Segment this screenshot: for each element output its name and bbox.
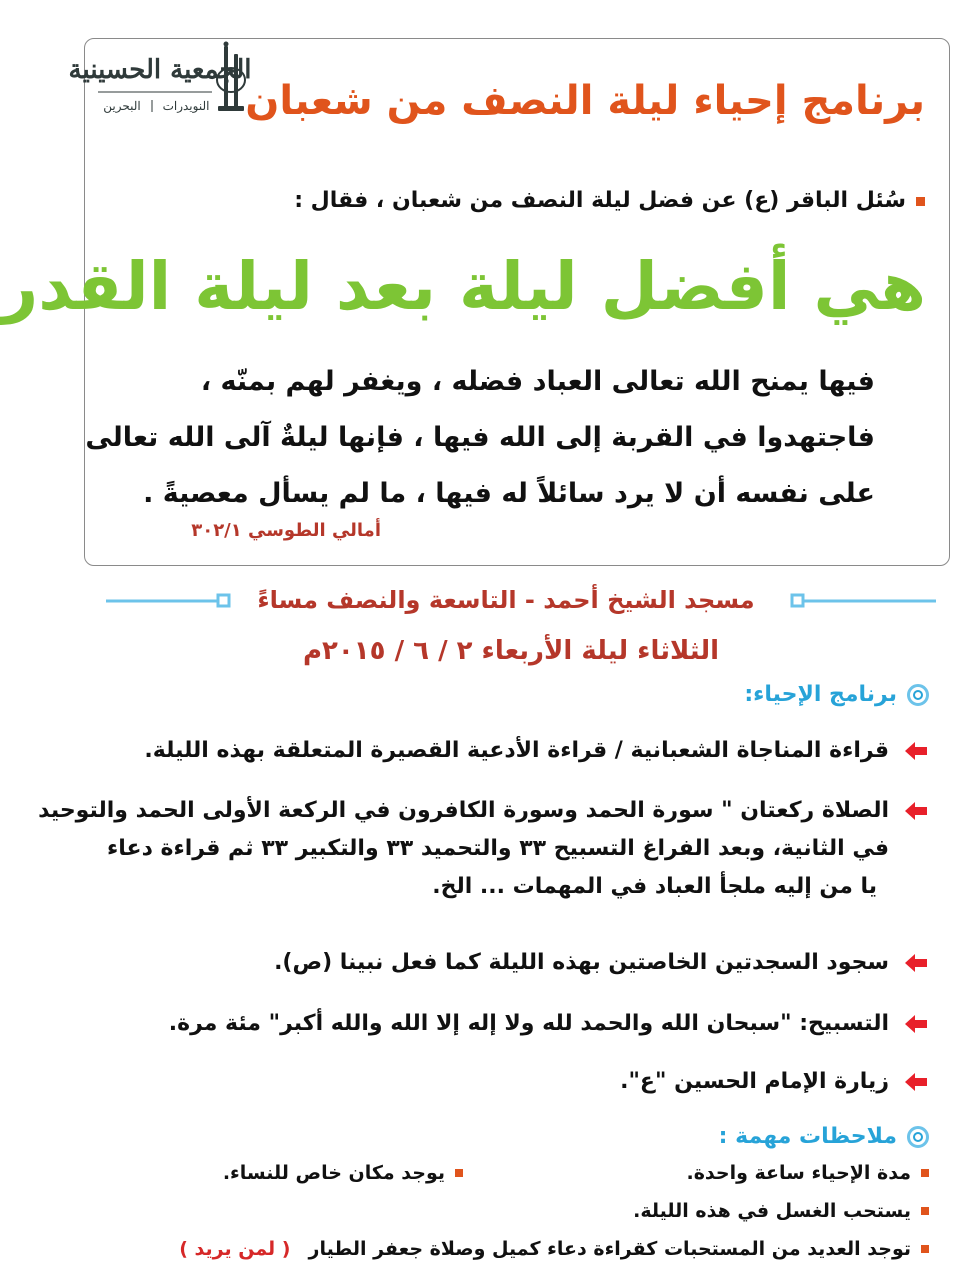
highlight-text: هي أفضل ليلة بعد ليلة القدر [0,248,926,325]
program-item-line: التسبيح: "سبحان الله والحمد لله ولا إله إلا الله والله أكبر" مئة مرة. [168,1011,889,1036]
program-item [109,1005,929,1043]
note-suffix: ( لمن يريد ) [179,1238,291,1260]
arrow-left-icon [903,798,929,824]
arrow-left-icon [903,950,929,976]
hadith-paragraph [85,354,875,522]
arrow-left-icon [903,1069,929,1095]
source-citation: أمالي الطوسي ٣٠٢/١ [191,520,381,541]
program-item [38,792,929,906]
logo-location-right: البحرين [103,99,141,113]
program-item-line: زيارة الإمام الحسين "ع". [620,1069,889,1094]
program-item-line: في الثانية، وبعد الفراغ التسبيح ٣٣ والتحميد ٣٣ والتكبير ٣٣ ثم قراءة دعاء [107,836,889,861]
arrow-left-icon [903,1011,929,1037]
program-heading-text: برنامج الإحياء: [744,682,897,707]
arrow-left-icon [903,738,929,764]
bullet-square-icon [916,197,925,206]
program-item-line: يا من إليه ملجأ العباد في المهمات ... الخ. [432,874,877,899]
program-item-line: قراءة المناجاة الشعبانية / قراءة الأدعية القصيرة المتعلقة بهذه الليلة. [144,738,889,763]
intro-line [105,188,925,213]
note-text: توجد العديد من المستحبات كقراءة دعاء كميل وصلاة جعفر الطيار [308,1238,911,1260]
program-item-line: سجود السجدتين الخاصتين بهذه الليلة كما فعل نبينا (ص). [274,950,889,975]
bullet-square-icon [921,1245,929,1253]
paragraph-line: على نفسه أن لا يرد سائلاً له فيها ، ما لم يسأل معصيةً . [143,478,875,509]
program-item [109,1063,929,1101]
bullet-square-icon [921,1207,929,1215]
bullet-square-icon [921,1169,929,1177]
logo-name: الجمعية الحسينية [68,55,252,85]
program-item [109,732,929,770]
notes-heading [719,1124,929,1149]
paragraph-line: فيها يمنح الله تعالى العباد فضله ، ويغفر لهم بمنّه ، [200,366,875,397]
page-title: برنامج إحياء ليلة النصف من شعبان [245,78,925,124]
bullet-square-icon [455,1169,463,1177]
logo [68,40,258,120]
event-place-time: مسجد الشيخ أحمد - التاسعة والنصف مساءً [257,586,755,614]
paragraph-line: فاجتهدوا في القربة إلى الله فيها ، فإنها ليلةٌ آلى الله تعالى [85,422,875,453]
logo-location-left: النويدرات [162,99,210,113]
note-text: مدة الإحياء ساعة واحدة. [686,1162,911,1184]
intro-text: سُئل الباقر (ع) عن فضل ليلة النصف من شعبان ، فقال : [294,188,906,213]
program-item-line: الصلاة ركعتان " سورة الحمد وسورة الكافرون في الركعة الأولى الحمد والتوحيد [38,798,889,823]
circle-bullet-icon [907,1126,929,1148]
circle-bullet-icon [907,684,929,706]
note-text: يستحب الغسل في هذه الليلة. [633,1200,911,1222]
note-item [223,1162,463,1184]
note-item [686,1162,929,1184]
event-date: الثلاثاء ليلة الأربعاء ٢ / ٦ / ٢٠١٥م [302,636,719,666]
note-item [179,1238,929,1260]
notes-heading-text: ملاحظات مهمة : [718,1124,897,1149]
program-item [109,944,929,982]
note-item [633,1200,929,1222]
note-text: يوجد مكان خاص للنساء. [222,1162,445,1184]
program-heading [744,682,929,707]
